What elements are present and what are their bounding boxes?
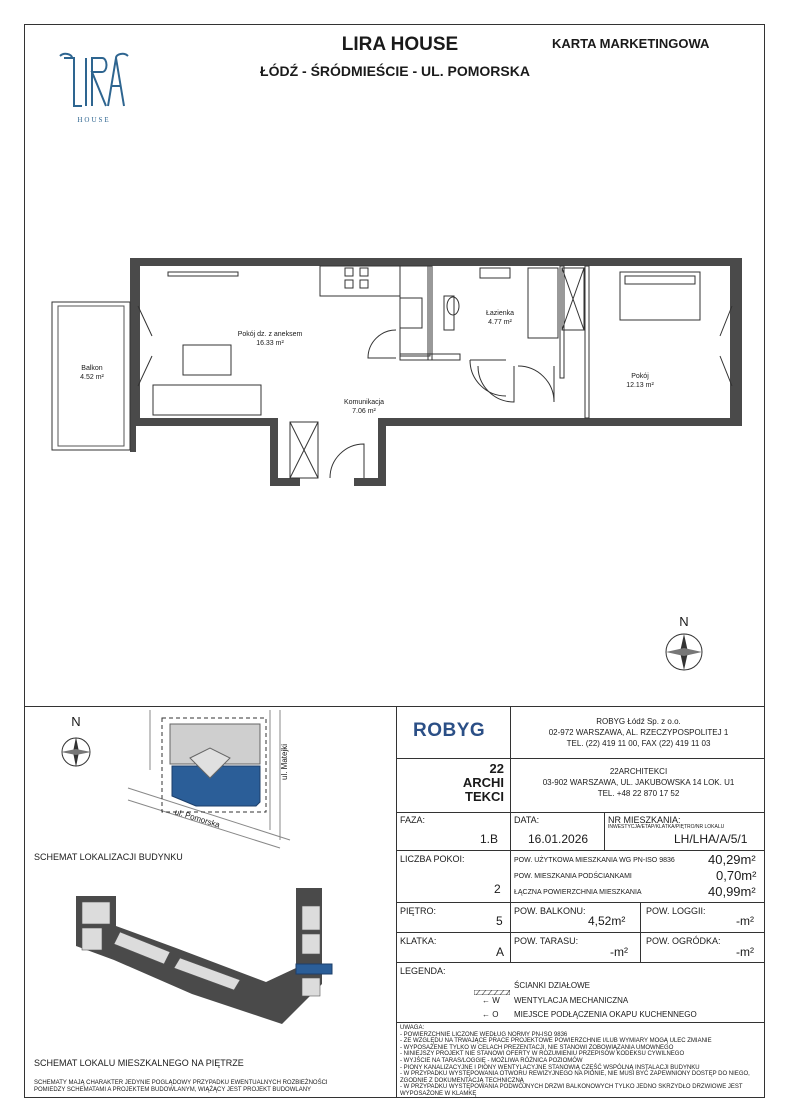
divider-col-3 — [640, 902, 641, 962]
pietro-label: PIĘTRO: — [400, 906, 437, 916]
notes-line: - W PRZYPADKU WYSTĘPOWANIA OTWORU REWIZYJNEGO NA PIONIE, NIE MUSI BYĆ ZAPEWNIONY DOSTĘP DO NIEGO, ZGODNIE Z DOKUMENTACJĄ TECHNICZNĄ — [400, 1071, 750, 1084]
legend-item-2-symbol: ← W — [482, 996, 500, 1005]
architect-logo — [452, 762, 504, 804]
klatka-value: A — [496, 945, 505, 959]
building-location-caption: SCHEMAT LOKALIZACJI BUDYNKU — [34, 852, 183, 862]
architect-name: 22ARCHITEKCI — [609, 767, 668, 776]
page-title: LIRA HOUSE — [341, 34, 459, 55]
room-lazienka-area: 4.77 m² — [488, 319, 512, 326]
area-row-3-value: 40,99m² — [708, 884, 756, 899]
room-balkon-name: Balkon — [81, 365, 103, 372]
legend-item-2-text: WENTYLACJA MECHANICZNA — [514, 996, 629, 1005]
room-pokoj-area: 12.13 m² — [626, 382, 654, 389]
data-label: DATA: — [514, 815, 540, 825]
room-komunikacja-name: Komunikacja — [343, 399, 385, 406]
divider-pietro-klatka — [396, 932, 765, 933]
area-row-1-label: POW. UŻYTKOWA MIESZKANIA WG PN-ISO 9836 — [514, 857, 675, 864]
room-pokoj — [610, 372, 670, 390]
pokoje-value: 2 — [494, 882, 501, 896]
architect-logo-line2: ARCHI — [462, 775, 504, 790]
location-map — [120, 710, 300, 850]
pietro-value: 5 — [496, 914, 503, 928]
notes-line: - POWIERZCHNIE LICZONE WEDŁUG NORMY PN-ISO 9836 — [400, 1031, 568, 1038]
area-row-2-label: POW. MIESZKANIA PODŚCIANKAMI — [514, 873, 632, 880]
divider-logo-column — [510, 706, 511, 812]
architect-phone: TEL. +48 22 870 17 52 — [597, 789, 680, 798]
floor-schematic — [70, 878, 350, 1038]
ogrodek-label: POW. OGRÓDKA: — [646, 936, 721, 946]
plan-north-label: N — [679, 614, 689, 629]
divider-legenda-uwaga — [396, 1022, 765, 1023]
room-lazienka — [472, 309, 528, 327]
room-balkon-area: 4.52 m² — [80, 374, 104, 381]
notes-line: - W PRZYPADKU WYSTĘPOWANIA PODWÓJNYCH DRZWI BALKONOWYCH TYLKO JEDNO SKRZYDŁO DRZWIOWE JEST WYPOSAŻONE W KLAMKĘ — [400, 1084, 743, 1097]
room-komunikacja — [332, 398, 396, 416]
notes-line: - NINIEJSZY PROJEKT NIE STANOWI OFERTY W ROZUMIENIU PRZEPISÓW KODEKSU CYWILNEGO — [400, 1051, 685, 1058]
balkon-label: POW. BALKONU: — [514, 906, 586, 916]
architect-address: 03-902 WARSZAWA, UL. JAKUBOWSKA 14 LOK. U1 — [542, 778, 735, 787]
street-pomorska-label: ul. Pomorska — [173, 807, 221, 830]
divider-faza-pokoje — [396, 850, 765, 851]
developer-address: 02-972 WARSZAWA, AL. RZECZYPOSPOLITEJ 1 — [548, 728, 729, 737]
ogrodek-value: -m² — [736, 945, 754, 959]
notes-line: - WYJŚCIE NA TARAS/LOGGIĘ - MOŻLIWA RÓŻNICA POZIOMÓW — [400, 1057, 583, 1064]
architect-logo-line3: TEKCI — [465, 789, 504, 804]
notes-line: - WYPOSAŻENIE TYLKO W CELACH PREZENTACJI, NIE STANOWI ZOBOWIĄZANIA UMOWNEGO — [400, 1044, 674, 1051]
divider-klatka-legenda — [396, 962, 765, 963]
area-row-2-value: 0,70m² — [716, 868, 757, 883]
legend-item-3-symbol: ← O — [482, 1010, 499, 1019]
notes-block — [400, 1025, 762, 1098]
divider-dev-arch — [396, 758, 765, 759]
klatka-label: KLATKA: — [400, 936, 437, 946]
room-lazienka-name: Łazienka — [485, 310, 515, 317]
location-north-label: N — [71, 714, 81, 729]
area-row-3-label: ŁĄCZNA POWIERZCHNIA MIESZKANIA — [514, 889, 642, 896]
divider-arch-faza — [396, 812, 765, 813]
divider-col-2 — [604, 812, 605, 850]
divider-pokoje-pietro — [396, 902, 765, 903]
taras-value: -m² — [610, 945, 628, 959]
loggia-value: -m² — [736, 914, 754, 928]
developer-name: ROBYG Łódź Sp. z o.o. — [596, 717, 681, 726]
architect-info — [512, 766, 765, 799]
room-pokoj-dzienny-area: 16.33 m² — [256, 340, 284, 347]
street-matejki-label: ul. Matejki — [280, 743, 289, 780]
floor-plan — [40, 250, 760, 500]
card-type: KARTA MARKETINGOWA — [552, 36, 710, 51]
room-pokoj-dzienny-name: Pokój dz. z aneksem — [237, 331, 303, 338]
page-subtitle: ŁÓDŹ - ŚRÓDMIEŚCIE - UL. POMORSKA — [260, 63, 530, 79]
plan-compass-icon — [662, 614, 706, 674]
divider-bottom-top — [24, 706, 765, 707]
location-compass-icon — [58, 714, 94, 772]
taras-label: POW. TARASU: — [514, 936, 579, 946]
loggia-label: POW. LOGGII: — [646, 906, 706, 916]
notes-line: - ZE WZGLĘDU NA TRWAJĄCE PRACE PROJEKTOWE POWIERZCHNIE I/LUB WYMIARY MOGĄ ULEC ZMIANIE — [400, 1038, 712, 1045]
room-pokoj-name: Pokój — [631, 373, 649, 380]
data-value: 16.01.2026 — [528, 832, 589, 846]
developer-info — [512, 716, 765, 749]
room-pokoj-dzienny — [220, 330, 320, 348]
schematic-disclaimer: SCHEMATY MAJĄ CHARAKTER JEDYNIE POGLĄDOWY PRZYPADKU EWENTUALNYCH ROZBIEŻNOŚCI POMIEDZY SCHEMATAMI A PROJEKTEM BUDOWLANYM, WIĄŻĄCY JEST PROJEKT BUDOWLANY — [34, 1080, 328, 1093]
logo-house-text: HOUSE — [77, 116, 111, 124]
legend-item-1-text: ŚCIANKI DZIAŁOWE — [514, 981, 591, 990]
legend-title: LEGENDA: — [400, 966, 446, 976]
developer-phone: TEL. (22) 419 11 00, FAX (22) 419 11 03 — [566, 739, 711, 748]
notes-title: UWAGA: — [400, 1025, 425, 1031]
room-komunikacja-area: 7.06 m² — [352, 408, 376, 415]
balkon-value: 4,52m² — [588, 914, 626, 928]
architect-logo-line1: 22 — [489, 761, 504, 776]
faza-value: 1.B — [480, 832, 499, 846]
divider-col-1 — [510, 812, 511, 962]
room-balkon — [62, 364, 122, 382]
nr-value: LH/LHA/A/5/1 — [674, 832, 748, 846]
pokoje-label: LICZBA POKOI: — [400, 854, 465, 864]
partition-wall-icon — [474, 982, 510, 987]
nr-label: NR MIESZKANIA: — [608, 815, 681, 825]
nr-sublabel: INWESTYCJA/ETAP/KLATKA/PIĘTRO/NR LOKALU — [608, 824, 725, 830]
notes-line: - PIONY KANALIZACYJNE I PIONY WENTYLACYJNE STANOWIĄ CZĘŚĆ WSPÓLNĄ INSTALACJI BUDYNKU — [400, 1064, 700, 1071]
floor-schematic-caption: SCHEMAT LOKALU MIESZKALNEGO NA PIĘTRZE — [34, 1058, 244, 1068]
faza-label: FAZA: — [400, 815, 426, 825]
lira-house-logo — [58, 52, 130, 126]
robyg-logo: ROBYG — [413, 720, 486, 741]
legend-item-3-text: MIEJSCE PODŁĄCZENIA OKAPU KUCHENNEGO — [514, 1010, 697, 1019]
area-row-1-value: 40,29m² — [708, 852, 756, 867]
